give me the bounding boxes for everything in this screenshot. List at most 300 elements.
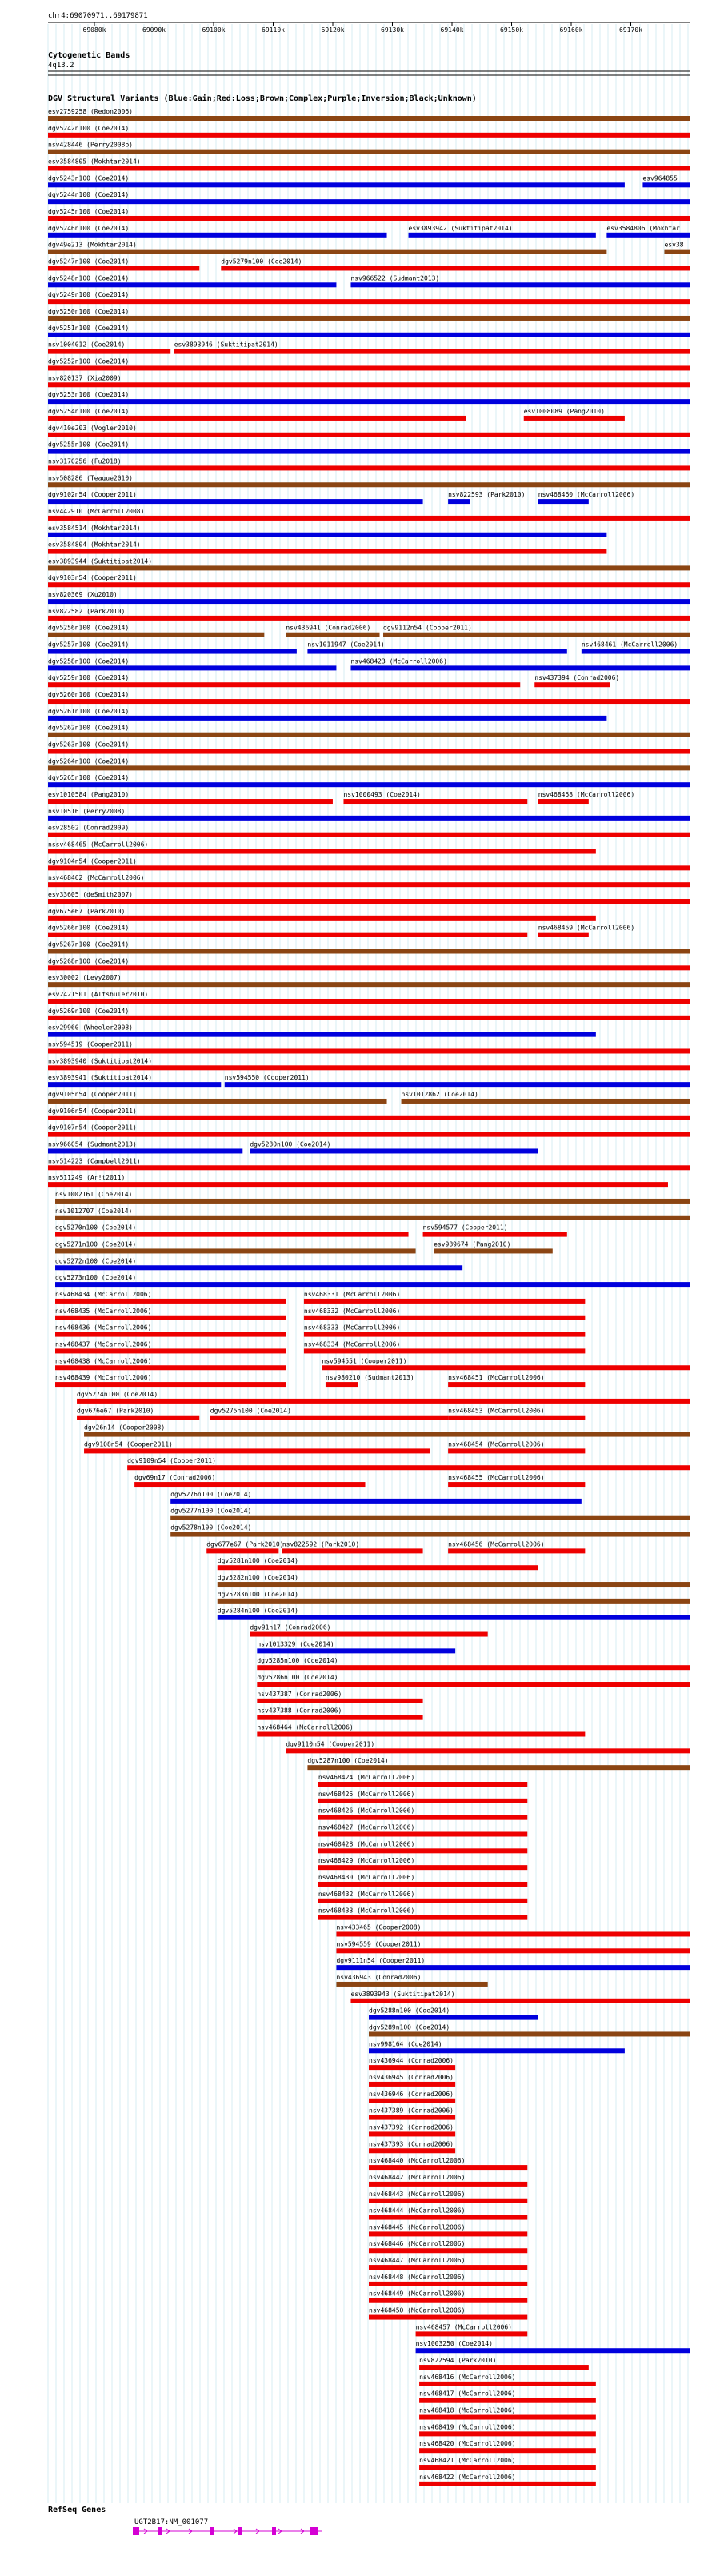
sv-bar[interactable] bbox=[48, 616, 690, 621]
sv-label[interactable]: nsv468451 (McCarroll2006) bbox=[448, 1374, 545, 1382]
sv-bar[interactable] bbox=[77, 1416, 199, 1420]
sv-label[interactable]: nssv468465 (McCarroll2006) bbox=[48, 841, 149, 849]
sv-label[interactable]: nsv511249 (Ar!t2011) bbox=[48, 1174, 126, 1182]
sv-label[interactable]: dgv5256n100 (Coe2014) bbox=[48, 624, 130, 632]
sv-label[interactable]: esv3584805 (Mokhtar2014) bbox=[48, 158, 141, 166]
sv-label[interactable]: nsv1003250 (Coe2014) bbox=[415, 2340, 493, 2348]
sv-label[interactable]: nsv594550 (Cooper2011) bbox=[224, 1074, 310, 1082]
sv-label[interactable]: dgv9110n54 (Cooper2011) bbox=[286, 1740, 375, 1748]
sv-bar[interactable] bbox=[369, 2298, 527, 2303]
sv-label[interactable]: dgv675e67 (Park2010) bbox=[48, 907, 126, 915]
sv-bar[interactable] bbox=[318, 1831, 527, 1836]
refseq-gene-label[interactable]: UGT2B17:NM_001077 bbox=[134, 2518, 209, 2526]
sv-bar[interactable] bbox=[369, 2315, 527, 2320]
sv-label[interactable]: dgv5261n100 (Coe2014) bbox=[48, 707, 130, 715]
sv-label[interactable]: nsv998164 (Coe2014) bbox=[369, 2040, 442, 2048]
sv-bar[interactable] bbox=[286, 633, 379, 637]
sv-bar[interactable] bbox=[48, 749, 690, 754]
sv-label[interactable]: dgv410e203 (Vogler2010) bbox=[48, 424, 137, 432]
gene-exon[interactable] bbox=[272, 2527, 276, 2535]
sv-bar[interactable] bbox=[416, 2331, 528, 2336]
sv-bar[interactable] bbox=[48, 933, 527, 937]
sv-bar[interactable] bbox=[84, 1432, 690, 1437]
sv-bar[interactable] bbox=[48, 949, 690, 954]
sv-bar[interactable] bbox=[48, 649, 297, 654]
sv-bar[interactable] bbox=[218, 1582, 690, 1587]
sv-label[interactable]: nsv10516 (Perry2008) bbox=[48, 807, 126, 815]
sv-label[interactable]: dgv5279n100 (Coe2014) bbox=[221, 258, 302, 266]
sv-label[interactable]: nsv436941 (Conrad2006) bbox=[286, 624, 371, 632]
sv-bar[interactable] bbox=[48, 233, 387, 238]
sv-bar[interactable] bbox=[48, 1082, 221, 1087]
sv-bar[interactable] bbox=[250, 1148, 538, 1153]
sv-bar[interactable] bbox=[369, 2199, 527, 2203]
sv-bar[interactable] bbox=[48, 533, 606, 537]
sv-label[interactable]: dgv5258n100 (Coe2014) bbox=[48, 657, 130, 665]
sv-bar[interactable] bbox=[48, 333, 690, 337]
sv-label[interactable]: nsv1011947 (Coe2014) bbox=[307, 641, 385, 649]
sv-label[interactable]: nsv594519 (Cooper2011) bbox=[48, 1040, 133, 1048]
sv-bar[interactable] bbox=[55, 1382, 286, 1387]
sv-bar[interactable] bbox=[48, 1048, 690, 1053]
sv-label[interactable]: dgv5247n100 (Coe2014) bbox=[48, 258, 130, 266]
sv-label[interactable]: nsv468333 (McCarroll2006) bbox=[303, 1324, 401, 1332]
gene-exon[interactable] bbox=[133, 2527, 139, 2535]
sv-label[interactable]: nsv468332 (McCarroll2006) bbox=[303, 1307, 401, 1315]
sv-label[interactable]: nsv436946 (Conrad2006) bbox=[369, 2090, 454, 2098]
sv-label[interactable]: nsv514223 (Campbell2011) bbox=[48, 1157, 141, 1165]
sv-label[interactable]: nsv594577 (Cooper2011) bbox=[422, 1224, 508, 1232]
sv-label[interactable]: dgv5251n100 (Coe2014) bbox=[48, 324, 130, 332]
sv-bar[interactable] bbox=[582, 649, 690, 654]
sv-label[interactable]: esv33605 (deSmith2007) bbox=[48, 891, 133, 899]
sv-bar[interactable] bbox=[48, 816, 690, 821]
sv-bar[interactable] bbox=[448, 1416, 585, 1420]
sv-label[interactable]: nsv468432 (McCarroll2006) bbox=[318, 1890, 415, 1898]
sv-label[interactable]: nsv468453 (McCarroll2006) bbox=[448, 1407, 545, 1415]
sv-bar[interactable] bbox=[55, 1216, 690, 1220]
sv-label[interactable]: nsv437394 (Conrad2006) bbox=[534, 674, 620, 682]
sv-bar[interactable] bbox=[48, 416, 466, 421]
sv-label[interactable]: esv2759258 (Redon2006) bbox=[48, 108, 133, 115]
sv-label[interactable]: nsv468457 (McCarroll2006) bbox=[415, 2323, 512, 2331]
sv-label[interactable]: dgv9107n54 (Cooper2011) bbox=[48, 1124, 137, 1132]
sv-bar[interactable] bbox=[350, 665, 690, 670]
sv-label[interactable]: esv964855 bbox=[642, 174, 678, 182]
sv-bar[interactable] bbox=[369, 2148, 455, 2153]
sv-bar[interactable] bbox=[369, 2231, 527, 2236]
sv-bar[interactable] bbox=[48, 699, 690, 704]
sv-bar[interactable] bbox=[538, 499, 589, 504]
sv-bar[interactable] bbox=[48, 465, 690, 470]
sv-bar[interactable] bbox=[48, 182, 625, 187]
sv-label[interactable]: dgv5285n100 (Coe2014) bbox=[257, 1657, 338, 1665]
sv-bar[interactable] bbox=[48, 1182, 668, 1187]
sv-bar[interactable] bbox=[350, 1999, 690, 2003]
sv-bar[interactable] bbox=[48, 599, 690, 604]
sv-label[interactable]: nsv468445 (McCarroll2006) bbox=[369, 2223, 466, 2231]
sv-bar[interactable] bbox=[218, 1565, 538, 1570]
sv-bar[interactable] bbox=[336, 1965, 690, 1970]
sv-bar[interactable] bbox=[423, 1232, 567, 1237]
sv-bar[interactable] bbox=[55, 1316, 286, 1320]
sv-label[interactable]: nsv468464 (McCarroll2006) bbox=[257, 1723, 354, 1731]
sv-label[interactable]: nsv822594 (Park2010) bbox=[419, 2357, 497, 2365]
sv-label[interactable]: nsv594559 (Cooper2011) bbox=[336, 1940, 422, 1948]
sv-bar[interactable] bbox=[48, 365, 690, 370]
sv-label[interactable]: dgv5243n100 (Coe2014) bbox=[48, 174, 130, 182]
sv-bar[interactable] bbox=[448, 1382, 585, 1387]
sv-label[interactable]: dgv5262n100 (Coe2014) bbox=[48, 724, 130, 732]
sv-bar[interactable] bbox=[642, 182, 690, 187]
sv-bar[interactable] bbox=[48, 250, 606, 254]
sv-label[interactable]: nsv468424 (McCarroll2006) bbox=[318, 1774, 415, 1781]
sv-label[interactable]: dgv5253n100 (Coe2014) bbox=[48, 391, 130, 399]
sv-label[interactable]: nsv468454 (McCarroll2006) bbox=[448, 1440, 545, 1448]
sv-bar[interactable] bbox=[318, 1915, 527, 1920]
sv-label[interactable]: esv29960 (Wheeler2008) bbox=[48, 1024, 133, 1032]
sv-bar[interactable] bbox=[221, 266, 690, 270]
sv-label[interactable]: nsv820137 (Xia2009) bbox=[48, 374, 122, 382]
sv-label[interactable]: nsv468450 (McCarroll2006) bbox=[369, 2306, 466, 2314]
sv-bar[interactable] bbox=[538, 933, 589, 937]
sv-bar[interactable] bbox=[48, 682, 520, 687]
sv-bar[interactable] bbox=[55, 1348, 286, 1353]
sv-label[interactable]: nsv468443 (McCarroll2006) bbox=[369, 2190, 466, 2198]
sv-label[interactable]: dgv9112n54 (Cooper2011) bbox=[383, 624, 472, 632]
sv-label[interactable]: nsv468439 (McCarroll2006) bbox=[55, 1374, 152, 1382]
sv-bar[interactable] bbox=[48, 865, 690, 870]
sv-label[interactable]: dgv5286n100 (Coe2014) bbox=[257, 1674, 338, 1682]
sv-label[interactable]: nsv436943 (Conrad2006) bbox=[336, 1973, 422, 1981]
sv-label[interactable]: nsv468427 (McCarroll2006) bbox=[318, 1823, 415, 1831]
sv-label[interactable]: nsv966054 (Sudmant2013) bbox=[48, 1140, 137, 1148]
sv-bar[interactable] bbox=[48, 349, 170, 354]
sv-label[interactable]: dgv5257n100 (Coe2014) bbox=[48, 641, 130, 649]
sv-bar[interactable] bbox=[318, 1782, 527, 1787]
sv-bar[interactable] bbox=[48, 1148, 242, 1153]
sv-label[interactable]: dgv5244n100 (Coe2014) bbox=[48, 191, 130, 199]
sv-bar[interactable] bbox=[419, 2382, 596, 2386]
sv-label[interactable]: dgv5283n100 (Coe2014) bbox=[217, 1590, 298, 1598]
sv-label[interactable]: dgv5250n100 (Coe2014) bbox=[48, 307, 130, 315]
sv-label[interactable]: nsv468458 (McCarroll2006) bbox=[538, 791, 635, 799]
sv-bar[interactable] bbox=[409, 233, 596, 238]
sv-bar[interactable] bbox=[48, 399, 690, 404]
sv-bar[interactable] bbox=[419, 2365, 589, 2370]
sv-label[interactable]: dgv5269n100 (Coe2014) bbox=[48, 1007, 130, 1015]
sv-bar[interactable] bbox=[48, 516, 690, 521]
sv-label[interactable]: nsv437388 (Conrad2006) bbox=[257, 1707, 342, 1715]
sv-label[interactable]: nsv966522 (Sudmant2013) bbox=[350, 274, 440, 282]
sv-bar[interactable] bbox=[48, 782, 690, 787]
sv-label[interactable]: nsv1000493 (Coe2014) bbox=[343, 791, 421, 799]
sv-bar[interactable] bbox=[318, 1848, 527, 1853]
sv-label[interactable]: dgv91n17 (Conrad2006) bbox=[250, 1623, 331, 1631]
sv-label[interactable]: nsv468416 (McCarroll2006) bbox=[419, 2373, 516, 2381]
sv-bar[interactable] bbox=[218, 1599, 690, 1604]
sv-bar[interactable] bbox=[369, 2265, 527, 2270]
sv-bar[interactable] bbox=[48, 282, 336, 287]
sv-label[interactable]: dgv5289n100 (Coe2014) bbox=[369, 2023, 450, 2031]
sv-bar[interactable] bbox=[48, 199, 690, 204]
sv-bar[interactable] bbox=[48, 965, 690, 970]
sv-bar[interactable] bbox=[170, 1532, 690, 1537]
sv-label[interactable]: nsv468417 (McCarroll2006) bbox=[419, 2390, 516, 2398]
sv-bar[interactable] bbox=[77, 1399, 690, 1404]
sv-bar[interactable] bbox=[369, 2182, 527, 2187]
sv-label[interactable]: dgv9106n54 (Cooper2011) bbox=[48, 1107, 137, 1115]
sv-label[interactable]: nsv468430 (McCarroll2006) bbox=[318, 1873, 415, 1881]
sv-bar[interactable] bbox=[318, 1899, 527, 1903]
sv-label[interactable]: esv30002 (Levy2007) bbox=[48, 974, 122, 982]
sv-bar[interactable] bbox=[48, 1116, 690, 1120]
sv-label[interactable]: dgv5287n100 (Coe2014) bbox=[307, 1757, 389, 1765]
sv-label[interactable]: dgv5245n100 (Coe2014) bbox=[48, 207, 130, 215]
sv-label[interactable]: dgv5248n100 (Coe2014) bbox=[48, 274, 130, 282]
sv-bar[interactable] bbox=[369, 2099, 455, 2103]
sv-bar[interactable] bbox=[55, 1199, 690, 1204]
sv-label[interactable]: dgv5259n100 (Coe2014) bbox=[48, 674, 130, 682]
sv-bar[interactable] bbox=[336, 1948, 690, 1953]
sv-bar[interactable] bbox=[448, 499, 470, 504]
sv-label[interactable]: dgv5288n100 (Coe2014) bbox=[369, 2007, 450, 2015]
sv-label[interactable]: nsv468438 (McCarroll2006) bbox=[55, 1357, 152, 1365]
sv-label[interactable]: esv2421501 (Altshuler2010) bbox=[48, 990, 149, 998]
sv-bar[interactable] bbox=[48, 565, 690, 570]
sv-label[interactable]: dgv9102n54 (Cooper2011) bbox=[48, 491, 137, 499]
sv-bar[interactable] bbox=[304, 1316, 585, 1320]
gene-exon[interactable] bbox=[210, 2527, 214, 2535]
sv-bar[interactable] bbox=[48, 266, 199, 270]
sv-label[interactable]: esv3893943 (Suktitipat2014) bbox=[350, 1990, 455, 1998]
sv-label[interactable]: nsv468444 (McCarroll2006) bbox=[369, 2207, 466, 2215]
sv-bar[interactable] bbox=[48, 665, 336, 670]
sv-label[interactable]: dgv9109n54 (Cooper2011) bbox=[127, 1457, 216, 1465]
sv-bar[interactable] bbox=[282, 1548, 423, 1553]
sv-label[interactable]: nsv468440 (McCarroll2006) bbox=[369, 2157, 466, 2165]
sv-bar[interactable] bbox=[307, 1765, 690, 1770]
sv-label[interactable]: esv3584804 (Mokhtar2014) bbox=[48, 541, 141, 549]
sv-bar[interactable] bbox=[48, 116, 690, 121]
sv-bar[interactable] bbox=[369, 2115, 455, 2120]
sv-label[interactable]: nsv468447 (McCarroll2006) bbox=[369, 2257, 466, 2265]
sv-bar[interactable] bbox=[343, 799, 527, 804]
sv-label[interactable]: dgv5271n100 (Coe2014) bbox=[55, 1240, 137, 1248]
sv-label[interactable]: dgv49e213 (Mokhtar2014) bbox=[48, 241, 137, 249]
sv-bar[interactable] bbox=[48, 433, 690, 437]
sv-bar[interactable] bbox=[48, 382, 690, 387]
sv-bar[interactable] bbox=[48, 1016, 690, 1020]
sv-bar[interactable] bbox=[127, 1465, 690, 1470]
sv-bar[interactable] bbox=[307, 649, 566, 654]
sv-label[interactable]: esv3893944 (Suktitipat2014) bbox=[48, 557, 153, 565]
sv-label[interactable]: nsv468435 (McCarroll2006) bbox=[55, 1307, 152, 1315]
sv-label[interactable]: nsv1012862 (Coe2014) bbox=[401, 1090, 478, 1098]
sv-label[interactable]: esv3893941 (Suktitipat2014) bbox=[48, 1074, 153, 1082]
sv-label[interactable]: nsv3893940 (Suktitipat2014) bbox=[48, 1057, 153, 1065]
sv-bar[interactable] bbox=[134, 1482, 365, 1487]
sv-label[interactable]: dgv5284n100 (Coe2014) bbox=[217, 1607, 298, 1615]
sv-label[interactable]: esv38 bbox=[664, 241, 684, 249]
sv-bar[interactable] bbox=[48, 449, 690, 454]
sv-label[interactable]: nsv468442 (McCarroll2006) bbox=[369, 2173, 466, 2181]
sv-label[interactable]: nsv980210 (Sudmant2013) bbox=[325, 1374, 414, 1382]
sv-label[interactable]: nsv468425 (McCarroll2006) bbox=[318, 1790, 415, 1798]
sv-label[interactable]: nsv442910 (McCarroll2008) bbox=[48, 507, 145, 515]
sv-label[interactable]: dgv5270n100 (Coe2014) bbox=[55, 1224, 137, 1232]
sv-bar[interactable] bbox=[369, 2031, 690, 2036]
sv-label[interactable]: esv1008089 (Pang2010) bbox=[523, 407, 605, 415]
sv-label[interactable]: nsv468455 (McCarroll2006) bbox=[448, 1474, 545, 1482]
sv-label[interactable]: nsv594551 (Cooper2011) bbox=[322, 1357, 407, 1365]
sv-label[interactable]: dgv9105n54 (Cooper2011) bbox=[48, 1090, 137, 1098]
sv-bar[interactable] bbox=[55, 1365, 286, 1370]
sv-bar[interactable] bbox=[369, 2082, 455, 2087]
sv-bar[interactable] bbox=[257, 1665, 690, 1670]
sv-bar[interactable] bbox=[419, 2415, 596, 2420]
sv-label[interactable]: dgv9111n54 (Cooper2011) bbox=[336, 1957, 426, 1965]
sv-label[interactable]: nsv468449 (McCarroll2006) bbox=[369, 2290, 466, 2298]
sv-bar[interactable] bbox=[48, 882, 690, 887]
sv-bar[interactable] bbox=[369, 2015, 538, 2020]
gene-exon[interactable] bbox=[238, 2527, 242, 2535]
sv-label[interactable]: nsv468426 (McCarroll2006) bbox=[318, 1807, 415, 1815]
sv-bar[interactable] bbox=[48, 765, 690, 770]
sv-label[interactable]: nsv822582 (Park2010) bbox=[48, 607, 126, 615]
sv-bar[interactable] bbox=[206, 1548, 278, 1553]
sv-label[interactable]: nsv468461 (McCarroll2006) bbox=[581, 641, 678, 649]
sv-label[interactable]: esv3893942 (Suktitipat2014) bbox=[408, 224, 513, 232]
sv-bar[interactable] bbox=[448, 1448, 585, 1453]
sv-bar[interactable] bbox=[48, 166, 690, 170]
sv-bar[interactable] bbox=[369, 2131, 455, 2136]
sv-label[interactable]: nsv468331 (McCarroll2006) bbox=[303, 1290, 401, 1298]
sv-bar[interactable] bbox=[448, 1482, 585, 1487]
sv-label[interactable]: dgv5278n100 (Coe2014) bbox=[170, 1524, 252, 1532]
sv-bar[interactable] bbox=[48, 899, 690, 904]
sv-bar[interactable] bbox=[257, 1648, 455, 1653]
sv-bar[interactable] bbox=[322, 1365, 690, 1370]
sv-label[interactable]: nsv437387 (Conrad2006) bbox=[257, 1690, 342, 1698]
sv-label[interactable]: dgv5273n100 (Coe2014) bbox=[55, 1274, 137, 1282]
sv-bar[interactable] bbox=[419, 2448, 596, 2453]
sv-label[interactable]: nsv428446 (Perry2008b) bbox=[48, 141, 133, 149]
sv-bar[interactable] bbox=[250, 1632, 487, 1637]
sv-label[interactable]: nsv468437 (McCarroll2006) bbox=[55, 1340, 152, 1348]
sv-bar[interactable] bbox=[210, 1416, 448, 1420]
sv-label[interactable]: nsv468446 (McCarroll2006) bbox=[369, 2240, 466, 2248]
sv-bar[interactable] bbox=[55, 1265, 462, 1270]
sv-label[interactable]: dgv5267n100 (Coe2014) bbox=[48, 941, 130, 949]
sv-label[interactable]: nsv436945 (Conrad2006) bbox=[369, 2073, 454, 2081]
sv-bar[interactable] bbox=[48, 799, 333, 804]
sv-bar[interactable] bbox=[304, 1348, 585, 1353]
sv-label[interactable]: nsv468434 (McCarroll2006) bbox=[55, 1290, 152, 1298]
sv-label[interactable]: nsv822592 (Park2010) bbox=[282, 1540, 360, 1548]
sv-label[interactable]: esv1010584 (Pang2010) bbox=[48, 791, 130, 799]
sv-bar[interactable] bbox=[48, 833, 690, 837]
sv-label[interactable]: nsv437389 (Conrad2006) bbox=[369, 2107, 454, 2115]
sv-bar[interactable] bbox=[606, 233, 690, 238]
sv-bar[interactable] bbox=[304, 1299, 585, 1304]
sv-label[interactable]: dgv5274n100 (Coe2014) bbox=[77, 1390, 158, 1398]
sv-label[interactable]: dgv5268n100 (Coe2014) bbox=[48, 957, 130, 965]
sv-bar[interactable] bbox=[534, 682, 610, 687]
sv-label[interactable]: nsv433465 (Cooper2008) bbox=[336, 1923, 422, 1931]
gene-exon[interactable] bbox=[158, 2527, 162, 2535]
sv-label[interactable]: esv3893946 (Suktitipat2014) bbox=[174, 341, 278, 349]
sv-bar[interactable] bbox=[419, 2431, 596, 2436]
sv-label[interactable]: dgv5280n100 (Coe2014) bbox=[250, 1140, 331, 1148]
sv-label[interactable]: dgv5249n100 (Coe2014) bbox=[48, 291, 130, 299]
sv-bar[interactable] bbox=[318, 1865, 527, 1870]
sv-bar[interactable] bbox=[48, 1065, 690, 1070]
sv-bar[interactable] bbox=[350, 282, 690, 287]
sv-bar[interactable] bbox=[48, 1099, 387, 1104]
sv-label[interactable]: dgv5272n100 (Coe2014) bbox=[55, 1257, 137, 1265]
sv-label[interactable]: nsv468422 (McCarroll2006) bbox=[419, 2473, 516, 2481]
sv-bar[interactable] bbox=[48, 549, 606, 554]
sv-label[interactable]: nsv468420 (McCarroll2006) bbox=[419, 2440, 516, 2448]
sv-bar[interactable] bbox=[419, 2482, 596, 2486]
sv-bar[interactable] bbox=[434, 1248, 553, 1253]
sv-bar[interactable] bbox=[369, 2215, 527, 2220]
sv-label[interactable]: dgv5276n100 (Coe2014) bbox=[170, 1490, 252, 1498]
sv-bar[interactable] bbox=[48, 999, 690, 1004]
sv-bar[interactable] bbox=[369, 2282, 527, 2286]
sv-label[interactable]: dgv5263n100 (Coe2014) bbox=[48, 741, 130, 749]
sv-label[interactable]: dgv5255n100 (Coe2014) bbox=[48, 441, 130, 449]
sv-label[interactable]: dgv9108n54 (Cooper2011) bbox=[84, 1440, 173, 1448]
sv-bar[interactable] bbox=[48, 1132, 690, 1137]
sv-label[interactable]: dgv5264n100 (Coe2014) bbox=[48, 757, 130, 765]
sv-label[interactable]: nsv468448 (McCarroll2006) bbox=[369, 2273, 466, 2281]
sv-label[interactable]: dgv26n14 (Cooper2008) bbox=[84, 1424, 166, 1432]
sv-bar[interactable] bbox=[170, 1499, 582, 1504]
sv-bar[interactable] bbox=[257, 1682, 690, 1687]
sv-bar[interactable] bbox=[318, 1799, 527, 1803]
sv-bar[interactable] bbox=[48, 633, 264, 637]
sv-label[interactable]: dgv677e67 (Park2010) bbox=[206, 1540, 284, 1548]
sv-bar[interactable] bbox=[55, 1332, 286, 1337]
sv-bar[interactable] bbox=[326, 1382, 358, 1387]
sv-label[interactable]: dgv5277n100 (Coe2014) bbox=[170, 1507, 252, 1515]
sv-label[interactable]: nsv822593 (Park2010) bbox=[448, 491, 526, 499]
sv-label[interactable]: nsv436944 (Conrad2006) bbox=[369, 2057, 454, 2065]
sv-bar[interactable] bbox=[48, 482, 690, 487]
sv-label[interactable]: nsv1004012 (Coe2014) bbox=[48, 341, 126, 349]
sv-label[interactable]: nsv468419 (McCarroll2006) bbox=[419, 2423, 516, 2431]
sv-label[interactable]: nsv1013329 (Coe2014) bbox=[257, 1640, 334, 1648]
sv-label[interactable]: dgv5265n100 (Coe2014) bbox=[48, 774, 130, 782]
sv-label[interactable]: nsv468418 (McCarroll2006) bbox=[419, 2406, 516, 2414]
sv-bar[interactable] bbox=[55, 1282, 690, 1287]
sv-bar[interactable] bbox=[170, 1516, 690, 1520]
sv-bar[interactable] bbox=[48, 216, 690, 221]
sv-label[interactable]: dgv5252n100 (Coe2014) bbox=[48, 357, 130, 365]
sv-label[interactable]: nsv1002161 (Coe2014) bbox=[55, 1190, 133, 1198]
sv-label[interactable]: nsv468429 (McCarroll2006) bbox=[318, 1857, 415, 1865]
sv-label[interactable]: dgv5266n100 (Coe2014) bbox=[48, 924, 130, 932]
sv-bar[interactable] bbox=[55, 1232, 409, 1237]
sv-label[interactable]: nsv1012707 (Coe2014) bbox=[55, 1207, 133, 1215]
sv-bar[interactable] bbox=[402, 1099, 690, 1104]
sv-label[interactable]: esv28502 (Conrad2009) bbox=[48, 824, 130, 832]
sv-bar[interactable] bbox=[448, 1548, 585, 1553]
sv-label[interactable]: dgv5275n100 (Coe2014) bbox=[210, 1407, 291, 1415]
sv-bar[interactable] bbox=[48, 582, 690, 587]
